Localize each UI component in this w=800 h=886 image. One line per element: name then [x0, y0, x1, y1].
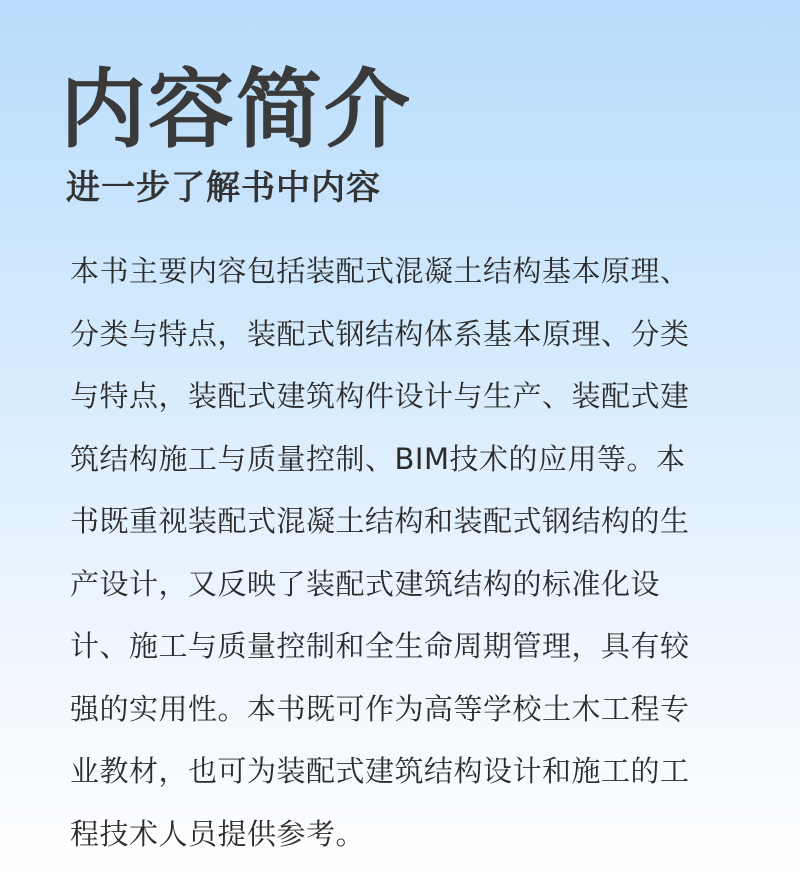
- description-line: 本书主要内容包括装配式混凝土结构基本原理、: [70, 254, 690, 288]
- description-line: 筑结构施工与质量控制、BIM技术的应用等。本: [70, 441, 686, 476]
- description-text: [70, 240, 742, 865]
- description-line: 程技术人员提供参考。: [70, 816, 366, 851]
- description-line: 分类与特点，装配式钢结构体系基本原理、分类: [70, 316, 690, 351]
- description-line: 与特点，装配式建筑构件设计与生产、装配式建: [70, 379, 690, 413]
- description-line: 强的实用性。本书既可作为高等学校土木工程专: [70, 691, 690, 726]
- description-line: 业教材，也可为装配式建筑结构设计和施工的工: [70, 754, 690, 788]
- page-subtitle: 进一步了解书中内容: [66, 168, 381, 208]
- page-title: 内容简介: [60, 60, 412, 160]
- description-line: 书既重视装配式混凝土结构和装配式钢结构的生: [70, 504, 690, 538]
- description-line: 计、施工与质量控制和全生命周期管理，具有较: [70, 629, 690, 663]
- description-line: 产设计，又反映了装配式建筑结构的标准化设: [70, 566, 661, 601]
